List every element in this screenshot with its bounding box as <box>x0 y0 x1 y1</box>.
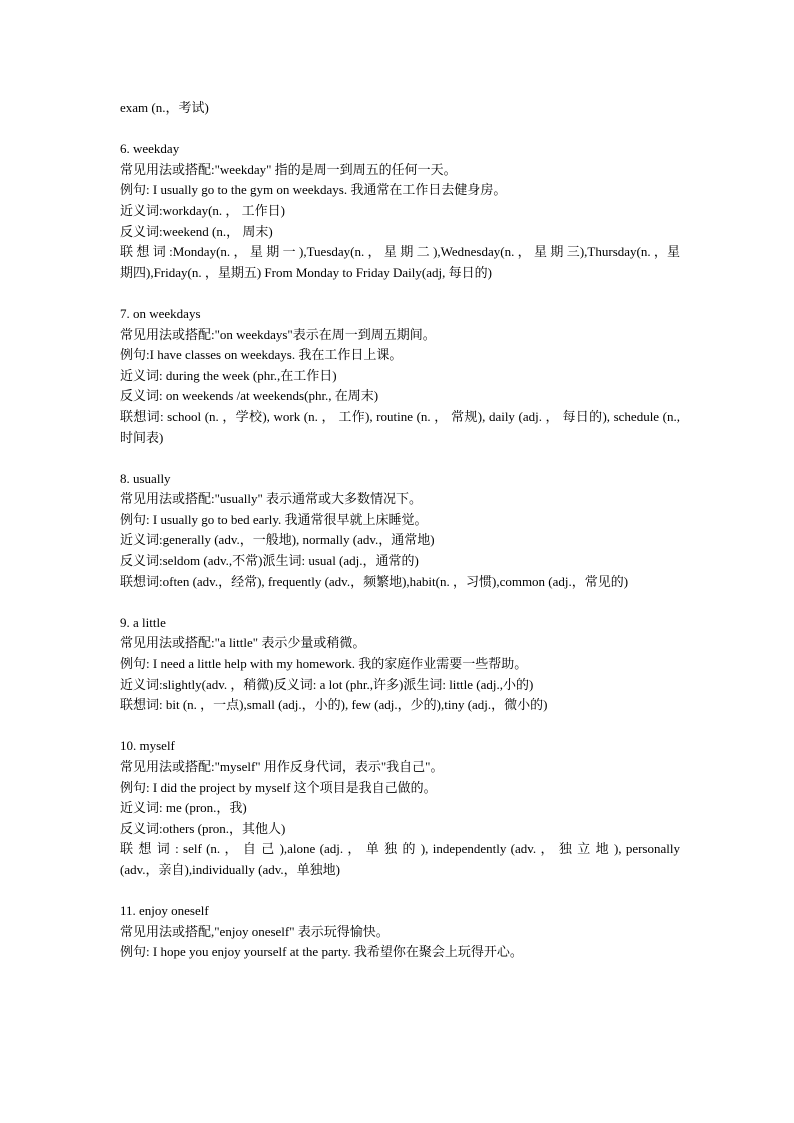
antonym-line: 反义词: on weekends /at weekends(phr., 在周末) <box>120 388 379 404</box>
spacer <box>120 119 680 140</box>
entry-a-little <box>120 613 680 716</box>
entry-heading: 10. myself <box>120 738 175 754</box>
entry-usually <box>120 469 680 593</box>
usage-line: 常见用法或搭配:"usually" 表示通常或大多数情况下。 <box>120 491 423 507</box>
example-line: 例句: I usually go to bed early. 我通常很早就上床睡觉。 <box>120 511 428 527</box>
synonym-line: 近义词:workday(n. ， 工作日) <box>120 202 286 218</box>
example-line: 例句: I did the project by myself 这个项目是我自己做的。 <box>120 779 437 795</box>
entry-heading: 11. enjoy oneself <box>120 903 209 919</box>
usage-line: 常见用法或搭配,"enjoy oneself" 表示玩得愉快。 <box>120 923 389 939</box>
example-line: 例句: I need a little help with my homework. 我的家庭作业需要一些帮助。 <box>120 656 528 672</box>
document-page <box>120 98 680 963</box>
entry-weekday <box>120 139 680 283</box>
antonym-line: 反义词:seldom (adv.,不常)派生词: usual (adj.，通常的) <box>120 553 419 569</box>
spacer <box>120 448 680 469</box>
entry-heading: 8. usually <box>120 470 171 486</box>
usage-line: 常见用法或搭配:"myself" 用作反身代词，表示"我自己"。 <box>120 759 444 774</box>
synonym-line: 近义词:slightly(adv. ，稍微)反义词: a lot (phr.,许多)派生词: little (adj.,小的) <box>120 676 534 692</box>
spacer <box>120 881 680 902</box>
association-line: 联想词: bit (n. ，一点),small (adj.，小的), few (adj.，少的),tiny (adj.，微小的) <box>120 697 548 713</box>
example-line: 例句: I hope you enjoy yourself at the party. 我希望你在聚会上玩得开心。 <box>120 944 523 960</box>
entry-heading: 6. weekday <box>120 141 180 157</box>
synonym-line: 近义词: during the week (phr.,在工作日) <box>120 367 337 383</box>
association-line: 联想词: school (n. ，学校), work (n. ， 工作), routine (n. ， 常规), daily (adj. ， 每日的), schedule (n.,时间表) <box>120 408 680 445</box>
spacer <box>120 283 680 304</box>
usage-line: 常见用法或搭配:"weekday" 指的是周一到周五的任何一天。 <box>120 161 457 177</box>
entry-on-weekdays <box>120 304 680 448</box>
spacer <box>120 592 680 613</box>
entry-myself <box>120 736 680 880</box>
entry-heading: 9. a little <box>120 614 166 630</box>
example-line: 例句:I have classes on weekdays. 我在工作日上课。 <box>120 347 403 363</box>
association-line: 联 想 词 : self (n. ， 自 己 ),alone (adj. ， 单 独 的 ), independently (adv. ， 独 立 地 ), personally (adv.，亲自),individually (adv.，单独地) <box>120 841 680 877</box>
association-line: 联想词:often (adv.，经常), frequently (adv.，频繁地),habit(n. ，习惯),common (adj.，常见的) <box>120 573 629 589</box>
association-line: 联 想 词 :Monday(n. ， 星 期 一 ),Tuesday(n. ， 星 期 二 ),Wednesday(n. ， 星 期 三),Thursday(n. ，星期四),Friday(n. ，星期五) From Monday to Friday Daily(adj, 每日的) <box>120 244 680 280</box>
antonym-line: 反义词:others (pron.，其他人) <box>120 820 286 836</box>
synonym-line: 近义词: me (pron.，我) <box>120 800 247 816</box>
entry-enjoy-oneself <box>120 901 680 963</box>
usage-line: 常见用法或搭配:"on weekdays"表示在周一到周五期间。 <box>120 326 436 342</box>
example-line: 例句: I usually go to the gym on weekdays. 我通常在工作日去健身房。 <box>120 182 507 198</box>
antonym-line: 反义词:weekend (n.， 周末) <box>120 223 273 239</box>
intro-line: exam (n.，考试) <box>120 100 209 115</box>
usage-line: 常见用法或搭配:"a little" 表示少量或稍微。 <box>120 635 366 651</box>
entry-heading: 7. on weekdays <box>120 305 201 321</box>
spacer <box>120 716 680 737</box>
synonym-line: 近义词:generally (adv.，一般地), normally (adv.，通常地) <box>120 532 435 548</box>
